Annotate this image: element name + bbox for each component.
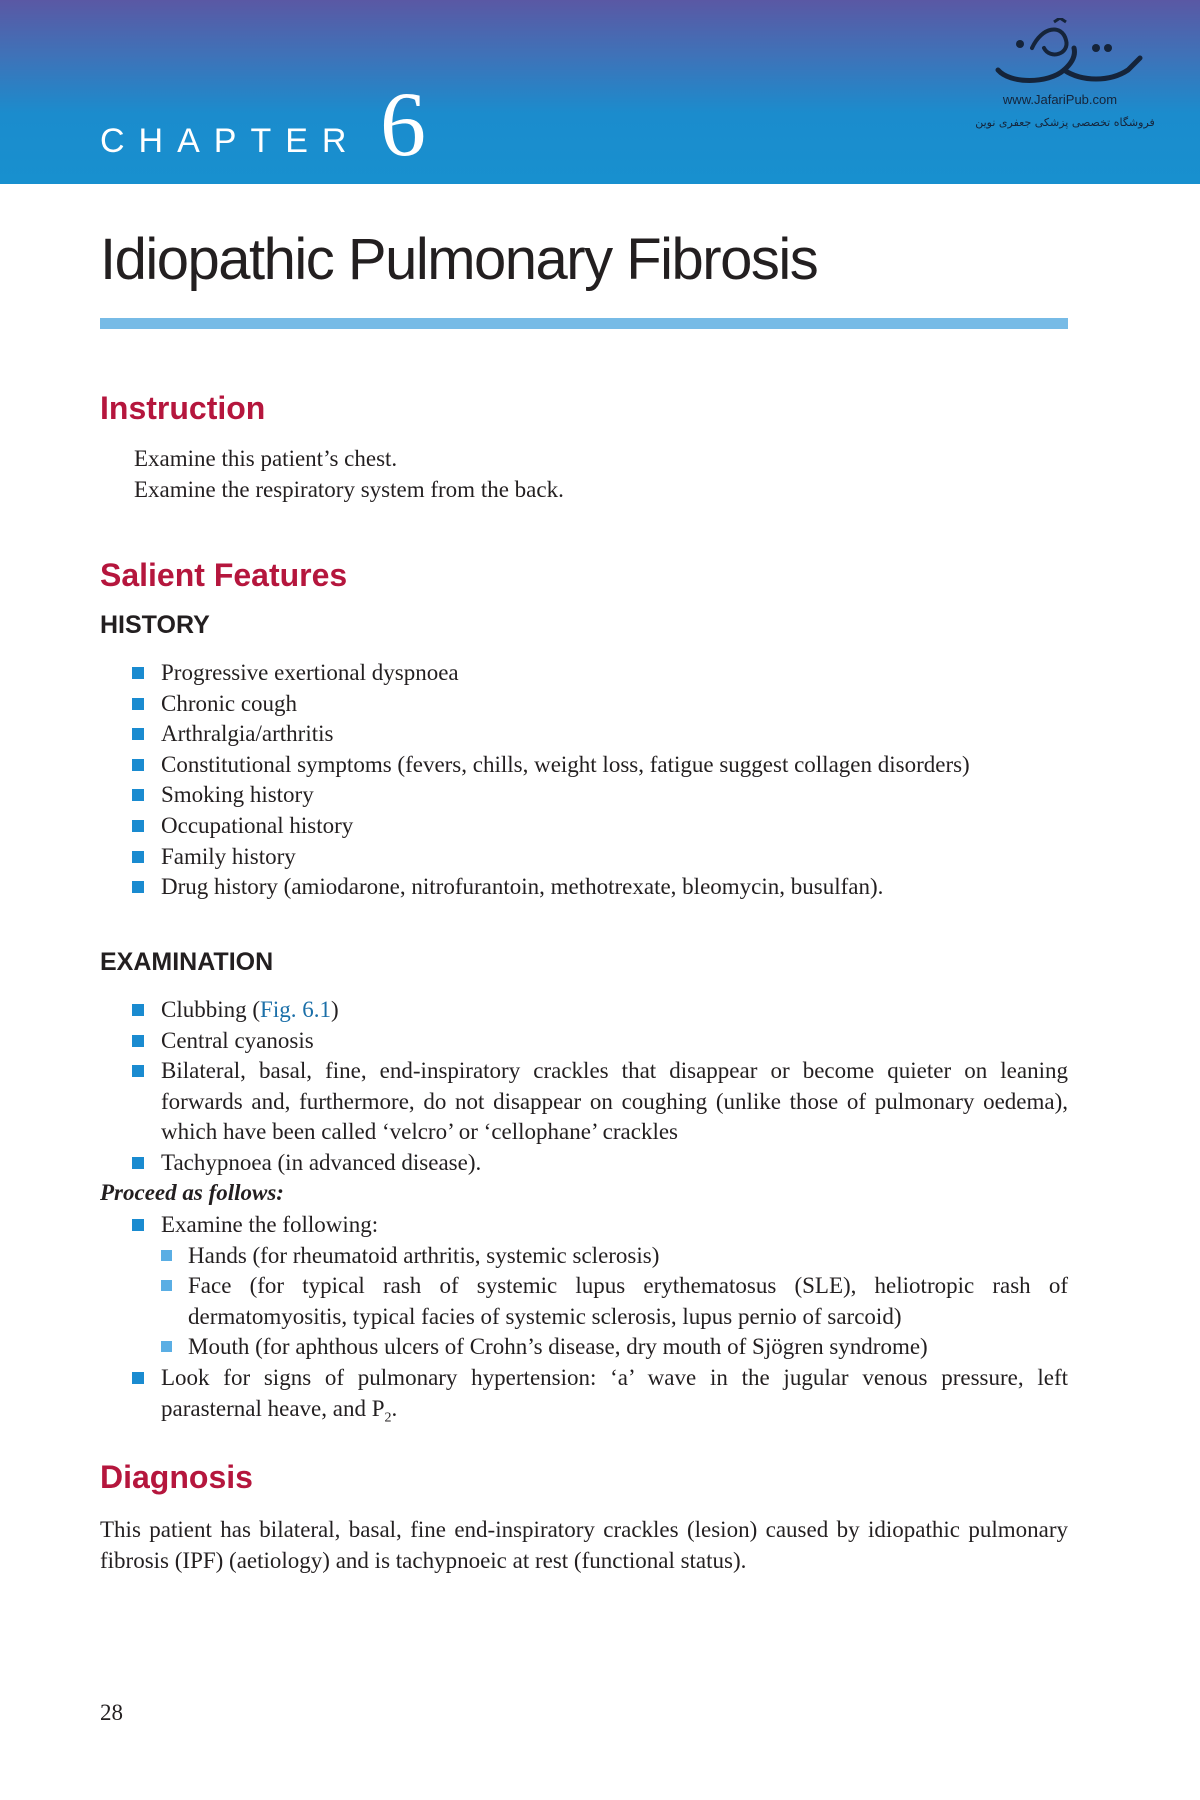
bullet-square [132, 728, 144, 740]
bullet-square [132, 1004, 144, 1016]
list-item: Chronic cough [132, 689, 1068, 720]
logo-subtitle: فروشگاه تخصصی پزشکی جعفری نوین [975, 116, 1155, 129]
list-item: Arthralgia/arthritis [132, 719, 1068, 750]
history-list [132, 658, 1068, 903]
figure-link[interactable]: Fig. 6.1 [260, 997, 331, 1022]
diagnosis-heading: Diagnosis [100, 1459, 253, 1495]
instruction-line: Examine this patient’s chest. [134, 446, 398, 471]
logo-url: www.JafariPub.com [1002, 92, 1118, 107]
sub-list-item: Mouth (for aphthous ulcers of Crohn’s disease, dry mouth of Sjögren syndrome) [161, 1332, 1068, 1363]
list-item: Examine the following: Hands (for rheumatoid arthritis, systemic sclerosis) Face (for typical rash of systemic lupus erythematosus (SLE), heliotropic rash of dermatomyositis, typical facies of systemic sclerosis, lupus pernio of sarcoid) Mouth (for aphthous ulcers of Crohn’s disease, dry mouth of Sjögren syndrome) [132, 1210, 1068, 1363]
list-item: Drug history (amiodarone, nitrofurantoin, methotrexate, bleomycin, busulfan). [132, 872, 1068, 903]
proceed-label: Proceed as follows: [100, 1180, 284, 1205]
title-rule [100, 318, 1068, 329]
chapter-banner [0, 0, 1200, 184]
examine-sublist [161, 1241, 1068, 1363]
salient-features-heading: Salient Features [100, 557, 348, 593]
jafari-logo [960, 18, 1180, 138]
sub-list-item: Face (for typical rash of systemic lupus erythematosus (SLE), heliotropic rash of dermatomyositis, typical facies of systemic sclerosis, lupus pernio of sarcoid) [161, 1271, 1068, 1332]
bullet-square [132, 667, 144, 679]
page-title: Idiopathic Pulmonary Fibrosis [100, 227, 818, 292]
examination-heading: EXAMINATION [100, 948, 274, 976]
jafari-logo-icon [960, 18, 1160, 94]
instruction-text [134, 443, 564, 505]
bullet-square [132, 851, 144, 863]
list-item: Bilateral, basal, fine, end-inspiratory crackles that disappear or become quieter on leaning forwards and, furthermore, do not disappear on coughing (unlike those of pulmonary oedema), which have been called ‘velcro’ or ‘cellophane’ crackles [132, 1056, 1068, 1148]
page-number: 28 [100, 1700, 123, 1725]
bullet-square [132, 1372, 144, 1384]
examination-list [132, 995, 1068, 1179]
bullet-square [132, 881, 144, 893]
sub-list-item: Hands (for rheumatoid arthritis, systemic sclerosis) [161, 1241, 1068, 1272]
sub-bullet-square [161, 1250, 172, 1261]
list-item: Tachypnoea (in advanced disease). [132, 1148, 1068, 1179]
list-item: Occupational history [132, 811, 1068, 842]
instruction-line: Examine the respiratory system from the back. [134, 477, 564, 502]
list-item: Smoking history [132, 780, 1068, 811]
sub-bullet-square [161, 1280, 172, 1291]
list-item: Central cyanosis [132, 1026, 1068, 1057]
list-item: Look for signs of pulmonary hypertension: ‘a’ wave in the jugular venous pressure, left parasternal heave, and $P_2$. [132, 1363, 1068, 1434]
bullet-square [132, 698, 144, 710]
list-item: Progressive exertional dyspnoea [132, 658, 1068, 689]
bullet-square [132, 820, 144, 832]
bullet-square [132, 759, 144, 771]
list-item: Clubbing (Fig. 6.1) [132, 995, 1068, 1026]
bullet-square [132, 1219, 144, 1231]
history-heading: HISTORY [100, 611, 210, 639]
bullet-square [132, 1157, 144, 1169]
sub-bullet-square [161, 1341, 172, 1352]
bullet-square [132, 1065, 144, 1077]
bullet-square [132, 789, 144, 801]
proceed-list [132, 1210, 1068, 1434]
instruction-heading: Instruction [100, 390, 266, 426]
list-item: Family history [132, 842, 1068, 873]
chapter-number: 6 [380, 73, 426, 175]
diagnosis-text: This patient has bilateral, basal, fine end-inspiratory crackles (lesion) caused by idiopathic pulmonary fibrosis (IPF) (aetiology) and is tachypnoeic at rest (functional status). [100, 1517, 1068, 1573]
chapter-label: CHAPTER [100, 122, 361, 160]
list-item: Constitutional symptoms (fevers, chills, weight loss, fatigue suggest collagen disorders) [132, 750, 1068, 781]
bullet-square [132, 1035, 144, 1047]
